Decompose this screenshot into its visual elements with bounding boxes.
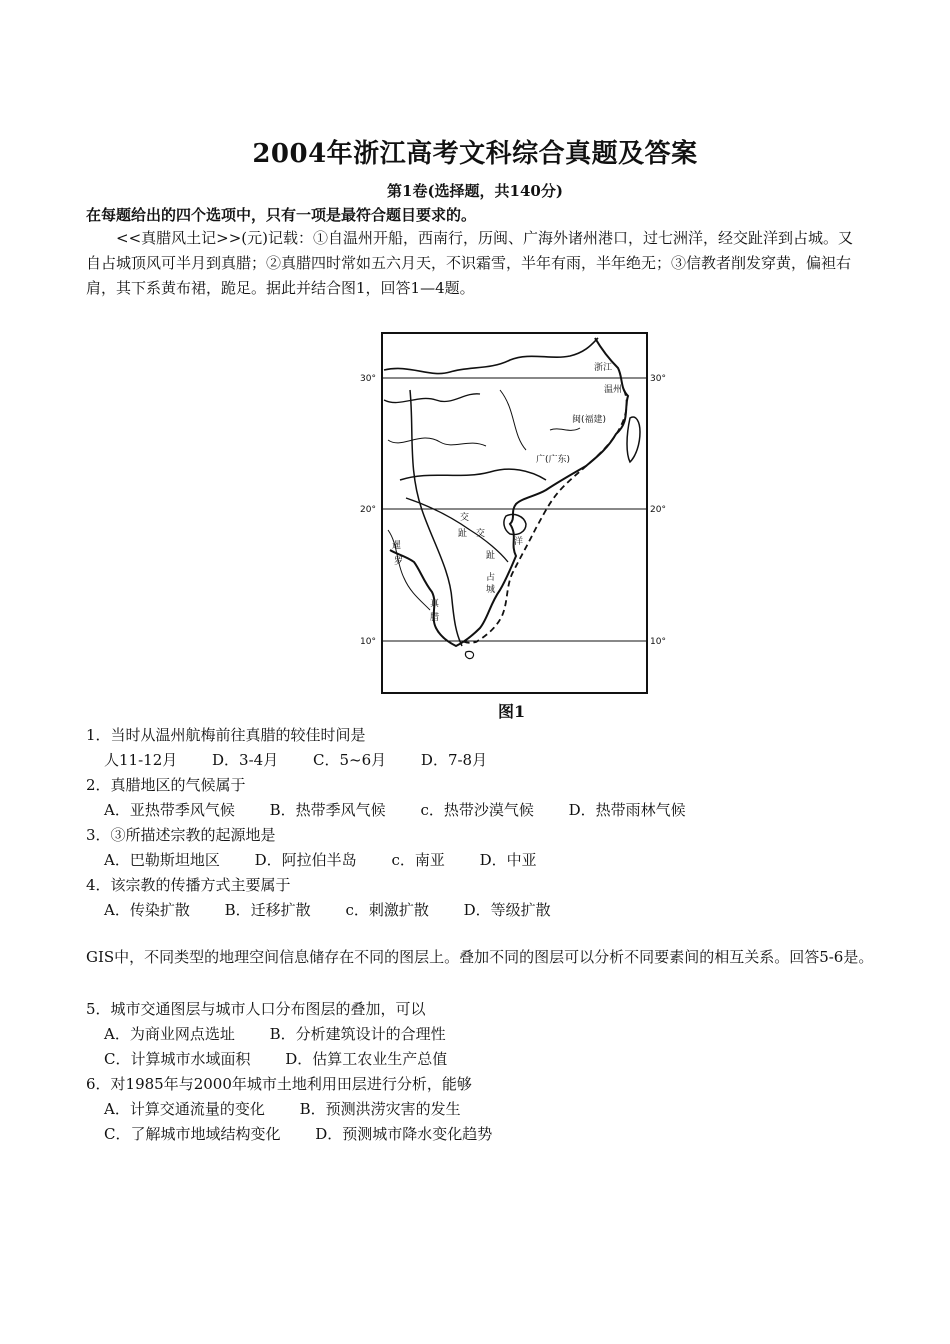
q5-option-c[interactable]: C．计算城市水域面积: [104, 1050, 251, 1068]
place-zhi: 趾: [458, 529, 468, 539]
question-5-stem: 5．城市交通图层与城市人口分布图层的叠加，可以: [86, 1000, 426, 1018]
lat-label-20-left: 20°: [360, 505, 376, 515]
place-zhiyang: 趾: [486, 551, 496, 561]
river-misc-2: [500, 390, 526, 450]
hainan-island: [504, 514, 526, 534]
map-figure: [340, 330, 700, 730]
place-jiaoyang: 交: [476, 529, 486, 539]
question-4-options: [104, 899, 581, 920]
question-1-options: [104, 749, 517, 770]
lat-label-10-left: 10°: [360, 637, 376, 647]
q3-option-2[interactable]: D．阿拉伯半岛: [254, 851, 357, 869]
question-3-stem: 3．③所描述宗教的起源地是: [86, 826, 276, 844]
q4-option-1[interactable]: A．传染扩散: [104, 901, 190, 919]
q6-option-c[interactable]: C．了解城市地域结构变化: [104, 1125, 281, 1143]
question-2-options: [104, 799, 716, 820]
coastline: [390, 338, 628, 646]
place-cheng: 城: [486, 585, 496, 595]
q1-option-1[interactable]: 人11-12月: [104, 751, 178, 769]
place-guang: 广(广东): [536, 455, 571, 465]
sea-route: [460, 390, 627, 643]
q5-option-b[interactable]: B．分析建筑设计的合理性: [269, 1025, 446, 1043]
place-luo: 罗: [394, 557, 404, 567]
place-yang: 洋: [514, 537, 524, 547]
q4-option-4[interactable]: D．等级扩散: [463, 901, 551, 919]
place-la: 腊: [430, 613, 440, 623]
lat-label-10-right: 10°: [650, 637, 666, 647]
question-1-stem: 1．当时从温州航梅前往真腊的较佳时间是: [86, 726, 366, 744]
q2-option-4[interactable]: D．热带雨林气候: [568, 801, 686, 819]
q1-option-3[interactable]: C．5~6月: [313, 751, 387, 769]
passage-2: GIS中，不同类型的地理空间信息储存在不同的图层上。叠加不同的图层可以分析不同要素间的相互关系。回答5-6是。: [86, 948, 874, 966]
q1-option-4[interactable]: D．7-8月: [420, 751, 488, 769]
question-3-options: [104, 849, 567, 870]
question-6-stem: 6．对1985年与2000年城市土地利用田层进行分析，能够: [86, 1075, 472, 1093]
lat-label-30-right: 30°: [650, 374, 666, 384]
place-zhen: 真: [430, 599, 440, 609]
map-svg: [340, 330, 700, 730]
passage-1: <<真腊风土记>>(元)记载：①自温州开船，西南行，历闽、广海外诸州港口，过七洲洋，经交趾洋到占城。又自占城顶风可半月到真腊；②真腊四时常如五六月天，不识霜雪，半年有雨，半年绝无；③信教者削发穿黄，偏袒右肩，其下系黄布裙，跪足。据此并结合图1，回答1—4题。: [86, 229, 853, 297]
river-misc-1: [388, 438, 486, 446]
question-4-stem: 4．该宗教的传播方式主要属于: [86, 876, 291, 894]
instruction-text: 在每题给出的四个选项中，只有一项是最符合题目要求的。: [86, 206, 477, 224]
lat-label-20-right: 20°: [650, 505, 666, 515]
island-south: [465, 651, 473, 658]
q4-option-2[interactable]: B．迁移扩散: [224, 901, 311, 919]
question-6-options-row1: [104, 1098, 491, 1119]
place-jiao: 交: [460, 513, 470, 523]
place-wenzhou: 温州: [604, 385, 623, 395]
river-misc-4: [550, 428, 580, 430]
river-yangtze: [384, 338, 598, 374]
question-5-options-row1: [104, 1023, 476, 1044]
q6-option-d[interactable]: D．预测城市降水变化趋势: [315, 1125, 493, 1143]
q3-option-3[interactable]: c．南亚: [391, 851, 445, 869]
q3-option-4[interactable]: D．中亚: [479, 851, 537, 869]
q1-option-2[interactable]: D．3-4月: [212, 751, 279, 769]
place-xian: 暹: [392, 541, 402, 551]
question-5-options-row2: [104, 1048, 477, 1069]
q3-option-1[interactable]: A．巴勒斯坦地区: [104, 851, 220, 869]
q2-option-3[interactable]: c．热带沙漠气候: [420, 801, 534, 819]
q5-option-a[interactable]: A．为商业网点选址: [104, 1025, 235, 1043]
question-6-options-row2: [104, 1123, 522, 1144]
place-zhan: 占: [486, 573, 496, 583]
page-title: 2004年浙江高考文科综合真题及答案: [252, 139, 698, 169]
river-yangtze-upper: [384, 394, 480, 403]
q4-option-3[interactable]: c．刺激扩散: [345, 901, 429, 919]
place-min: 闽(福建): [572, 415, 607, 425]
q2-option-2[interactable]: B．热带季风气候: [269, 801, 386, 819]
figure-caption: 图1: [498, 702, 526, 721]
lat-label-30-left: 30°: [360, 374, 376, 384]
taiwan-island: [627, 417, 640, 462]
question-2-stem: 2．真腊地区的气候属于: [86, 776, 246, 794]
river-west: [400, 469, 546, 480]
place-zhejiang: 浙江: [594, 363, 613, 373]
q6-option-a[interactable]: A．计算交通流量的变化: [104, 1100, 265, 1118]
q5-option-d[interactable]: D．估算工农业生产总值: [285, 1050, 448, 1068]
section-subtitle: 第1卷(选择题，共140分): [387, 182, 563, 200]
q6-option-b[interactable]: B．预测洪涝灾害的发生: [299, 1100, 461, 1118]
q2-option-1[interactable]: A．亚热带季风气候: [104, 801, 235, 819]
